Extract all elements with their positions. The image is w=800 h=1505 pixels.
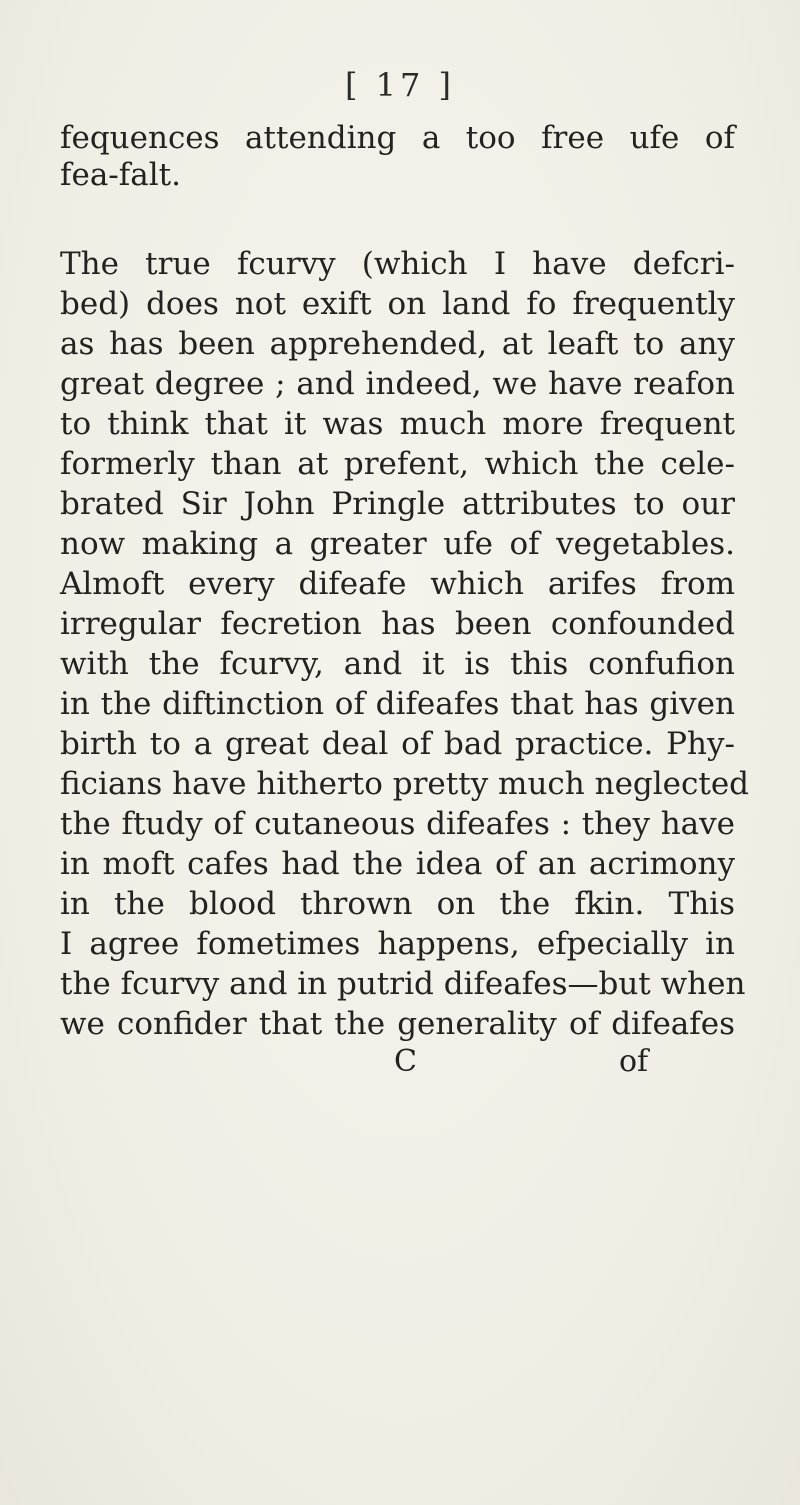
- text-line: fea-falt.: [60, 157, 181, 193]
- text-line: brated Sir John Pringle attributes to our: [60, 486, 735, 522]
- text-line: formerly than at prefent, which the cele-: [60, 446, 735, 482]
- text-line: to think that it was much more frequent: [60, 406, 735, 442]
- text-line: great degree ; and indeed, we have reafon: [60, 366, 735, 402]
- text-line: Almoft every difeafe which arifes from: [60, 566, 735, 602]
- text-line: in the diftinction of difeafes that has given: [60, 686, 735, 722]
- text-line: bed) does not exift on land fo frequently: [60, 286, 735, 322]
- text-line: ficians have hitherto pretty much neglected: [60, 766, 750, 802]
- text-line: now making a greater ufe of vegetables.: [60, 526, 735, 562]
- text-line: I agree fometimes happens, efpecially in: [60, 926, 735, 962]
- signature-mark: C: [394, 1044, 417, 1079]
- text-line: in the blood thrown on the fkin. This: [60, 886, 735, 922]
- text-line: the fcurvy and in putrid difeafes—but when: [60, 966, 746, 1002]
- text-line: birth to a great deal of bad practice. Phy-: [60, 726, 735, 762]
- text-line: The true fcurvy (which I have defcri-: [60, 246, 735, 282]
- text-line: with the fcurvy, and it is this confufion: [60, 646, 735, 682]
- catchword: of: [619, 1044, 649, 1079]
- text-line: fequences attending a too free ufe of: [60, 120, 735, 156]
- text-line: irregular fecretion has been confounded: [60, 606, 735, 642]
- text-line: as has been apprehended, at leaft to any: [60, 326, 735, 362]
- text-line: in moft cafes had the idea of an acrimony: [60, 846, 735, 882]
- page-number-header: [ 17 ]: [344, 66, 456, 104]
- text-line: the ftudy of cutaneous difeafes : they have: [60, 806, 735, 842]
- text-line: we confider that the generality of difeafes: [60, 1006, 735, 1042]
